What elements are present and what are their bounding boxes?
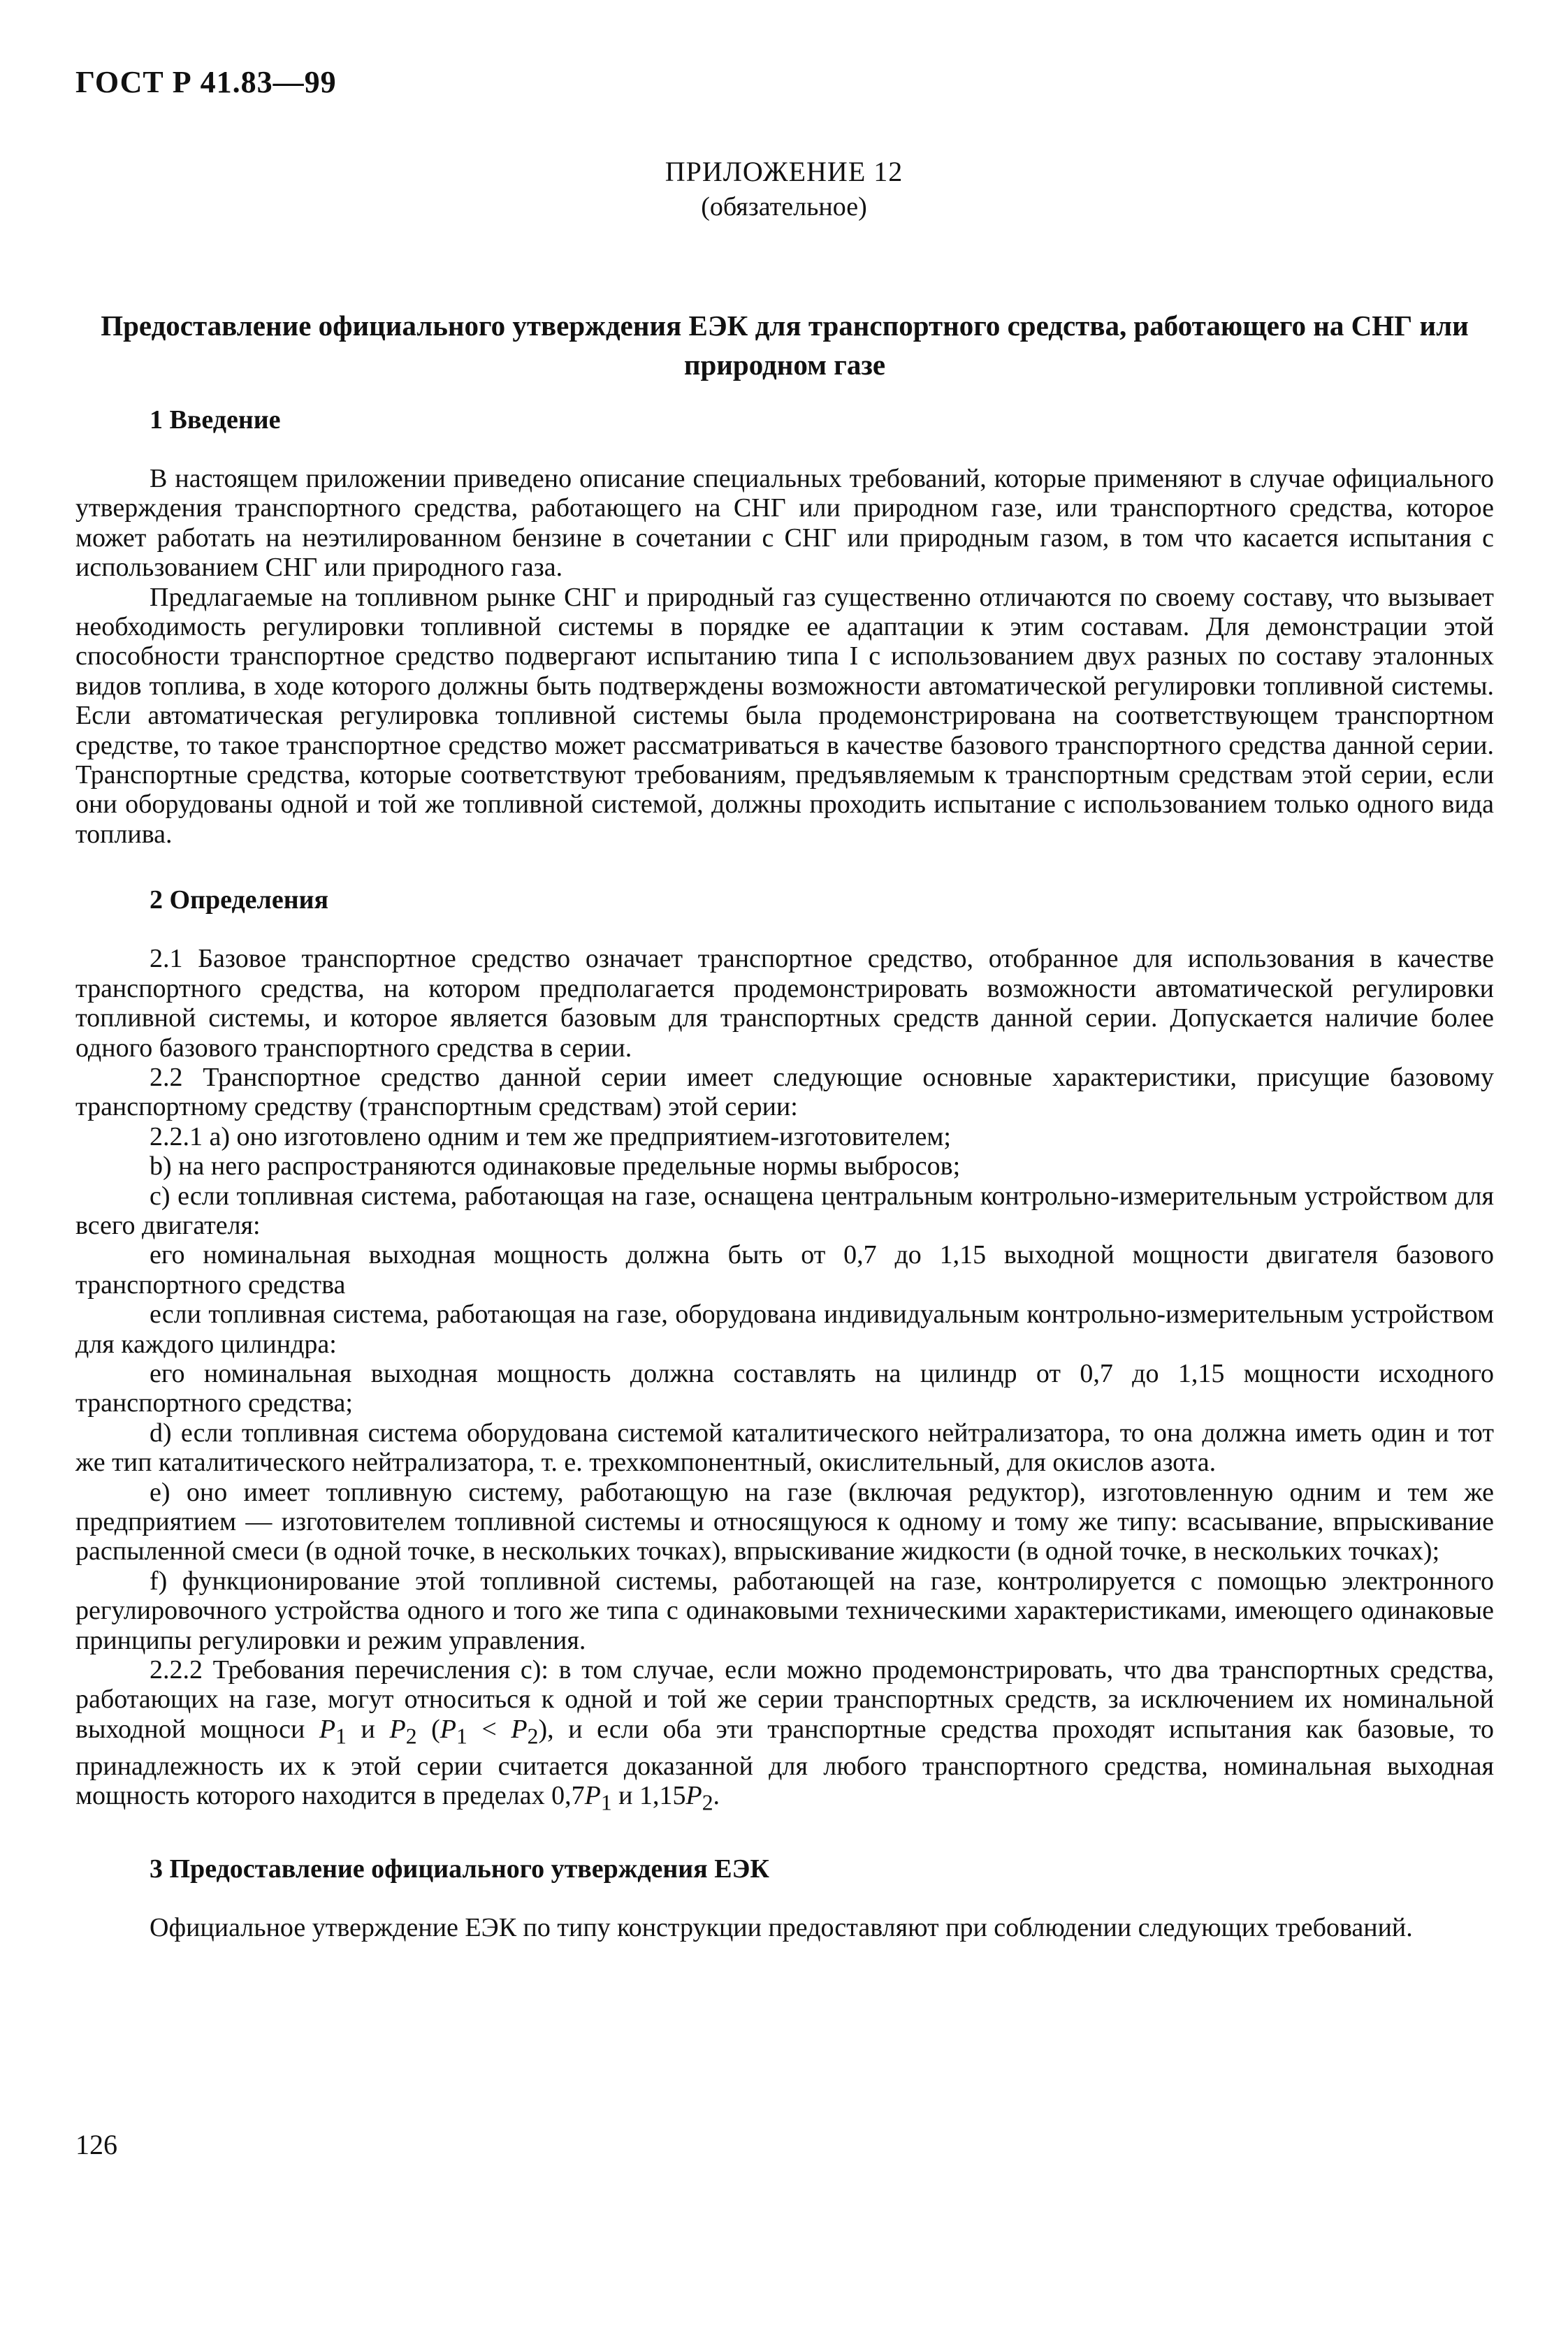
- paragraph: 2.2 Транспортное средство данной серии имеет следующие основные характеристики, присущие базовому транспортному средству (транспортным средствам) этой серии:: [75, 1062, 1494, 1122]
- list-item: b) на него распространяются одинаковые предельные нормы выбросов;: [150, 1151, 961, 1181]
- list-item: f) функционирование этой топливной системы, работающей на газе, контролируется с помощью электронного регулировочного устройства одного и того же типа с одинаковыми техническими характеристиками, имеющего одинаковые принципы регулировки и режим управления.: [75, 1566, 1494, 1655]
- paragraph: В настоящем приложении приведено описание специальных требований, которые применяют в случае официального утверждения транспортного средства, работающего на СНГ или природном газе, или транспортного средства, которое может работать на неэтилированном бензине в сочетании с СНГ или природным газом, в том что касается испытания с использованием СНГ или природного газа.: [75, 464, 1494, 583]
- list-item: c) если топливная система, работающая на газе, оснащена центральным контрольно-измерительным устройством для всего двигателя:: [75, 1181, 1494, 1240]
- doc-code: ГОСТ Р 41.83—99: [75, 65, 337, 99]
- document-body: [75, 405, 1494, 1943]
- paragraph-2-2-2: 2.2.2 Требования перечисления с): в том случае, если можно продемонстрировать, что два транспортных средства, работающих на газе, могут относиться к одной и той же серии транспортных средств, за исключением их номинальной выходной мощноси $P_1$ и $P_2$ $(P_1 < P_2)$, и если оба эти транспортные средства проходят испытания как базовые, то принадлежность их к этой серии считается доказанной для любого транспортного средства, номинальная выходная мощность которого находится в пределах $0,7P_1$ и $1,15P_2$.: [75, 1655, 1495, 1815]
- main-title: Предоставление официального утверждения ЕЭК для транспортного средства, работающего на СНГ или природном газе: [101, 310, 1469, 381]
- section-heading-definitions: 2 Определения: [150, 885, 329, 915]
- list-item: e) оно имеет топливную систему, работающую на газе (включая редуктор), изготовленную одним и тем же предприятием — изготовителем топливной системы и относящуюся к одному и тому же типу: всасывание, впрыскивание распыленной смеси (в одной точке, в нескольких точках), впрыскивание жидкости (в одной точке, в нескольких точках);: [75, 1477, 1494, 1566]
- appendix-note: (обязательное): [701, 192, 867, 221]
- paragraph: 2.1 Базовое транспортное средство означает транспортное средство, отобранное для использования в качестве транспортного средства, на котором предполагается продемонстрировать возможности автоматической регулировки топливной системы, и которое является базовым для транспортных средств данной серии. Допускается наличие более одного базового транспортного средства в серии.: [75, 944, 1494, 1063]
- paragraph: Официальное утверждение ЕЭК по типу конструкции предоставляют при соблюдении следующих требований.: [150, 1913, 1413, 1943]
- paragraph: его номинальная выходная мощность должна быть от 0,7 до 1,15 выходной мощности двигателя базового транспортного средства: [75, 1240, 1494, 1300]
- appendix-title: ПРИЛОЖЕНИЕ 12: [665, 156, 903, 187]
- section-heading-introduction: 1 Введение: [150, 405, 281, 435]
- list-item: d) если топливная система оборудована системой каталитического нейтрализатора, то она должна иметь один и тот же тип каталитического нейтрализатора, т. е. трехкомпонентный, окислительный, для окислов азота.: [75, 1418, 1494, 1478]
- paragraph: Предлагаемые на топливном рынке СНГ и природный газ существенно отличаются по своему составу, что вызывает необходимость регулировки топливной системы в порядке ее адаптации к этим составам. Для демонстрации этой способности транспортное средство подвергают испытанию типа I с использованием двух разных по составу эталонных видов топлива, в ходе которого должны быть подтверждены возможности автоматической регулировки топливной системы. Если автоматическая регулировка топливной системы была продемонстрирована на соответствующем транспортном средстве, то такое транспортное средство может рассматриваться в качестве базового транспортного средства данной серии. Транспортные средства, которые соответствуют требованиям, предъявляемым к транспортным средствам этой серии, если они оборудованы одной и той же топливной системой, должны проходить испытание с использованием только одного вида топлива.: [75, 582, 1494, 849]
- section-heading-approval: 3 Предоставление официального утверждения ЕЭК: [150, 1854, 769, 1884]
- paragraph: его номинальная выходная мощность должна составлять на цилиндр от 0,7 до 1,15 мощности исходного транспортного средства;: [75, 1358, 1494, 1418]
- list-item: 2.2.1 а) оно изготовлено одним и тем же предприятием-изготовителем;: [150, 1121, 951, 1151]
- page-number: 126: [75, 2129, 117, 2160]
- paragraph: если топливная система, работающая на газе, оборудована индивидуальным контрольно-измерительным устройством для каждого цилиндра:: [75, 1300, 1494, 1359]
